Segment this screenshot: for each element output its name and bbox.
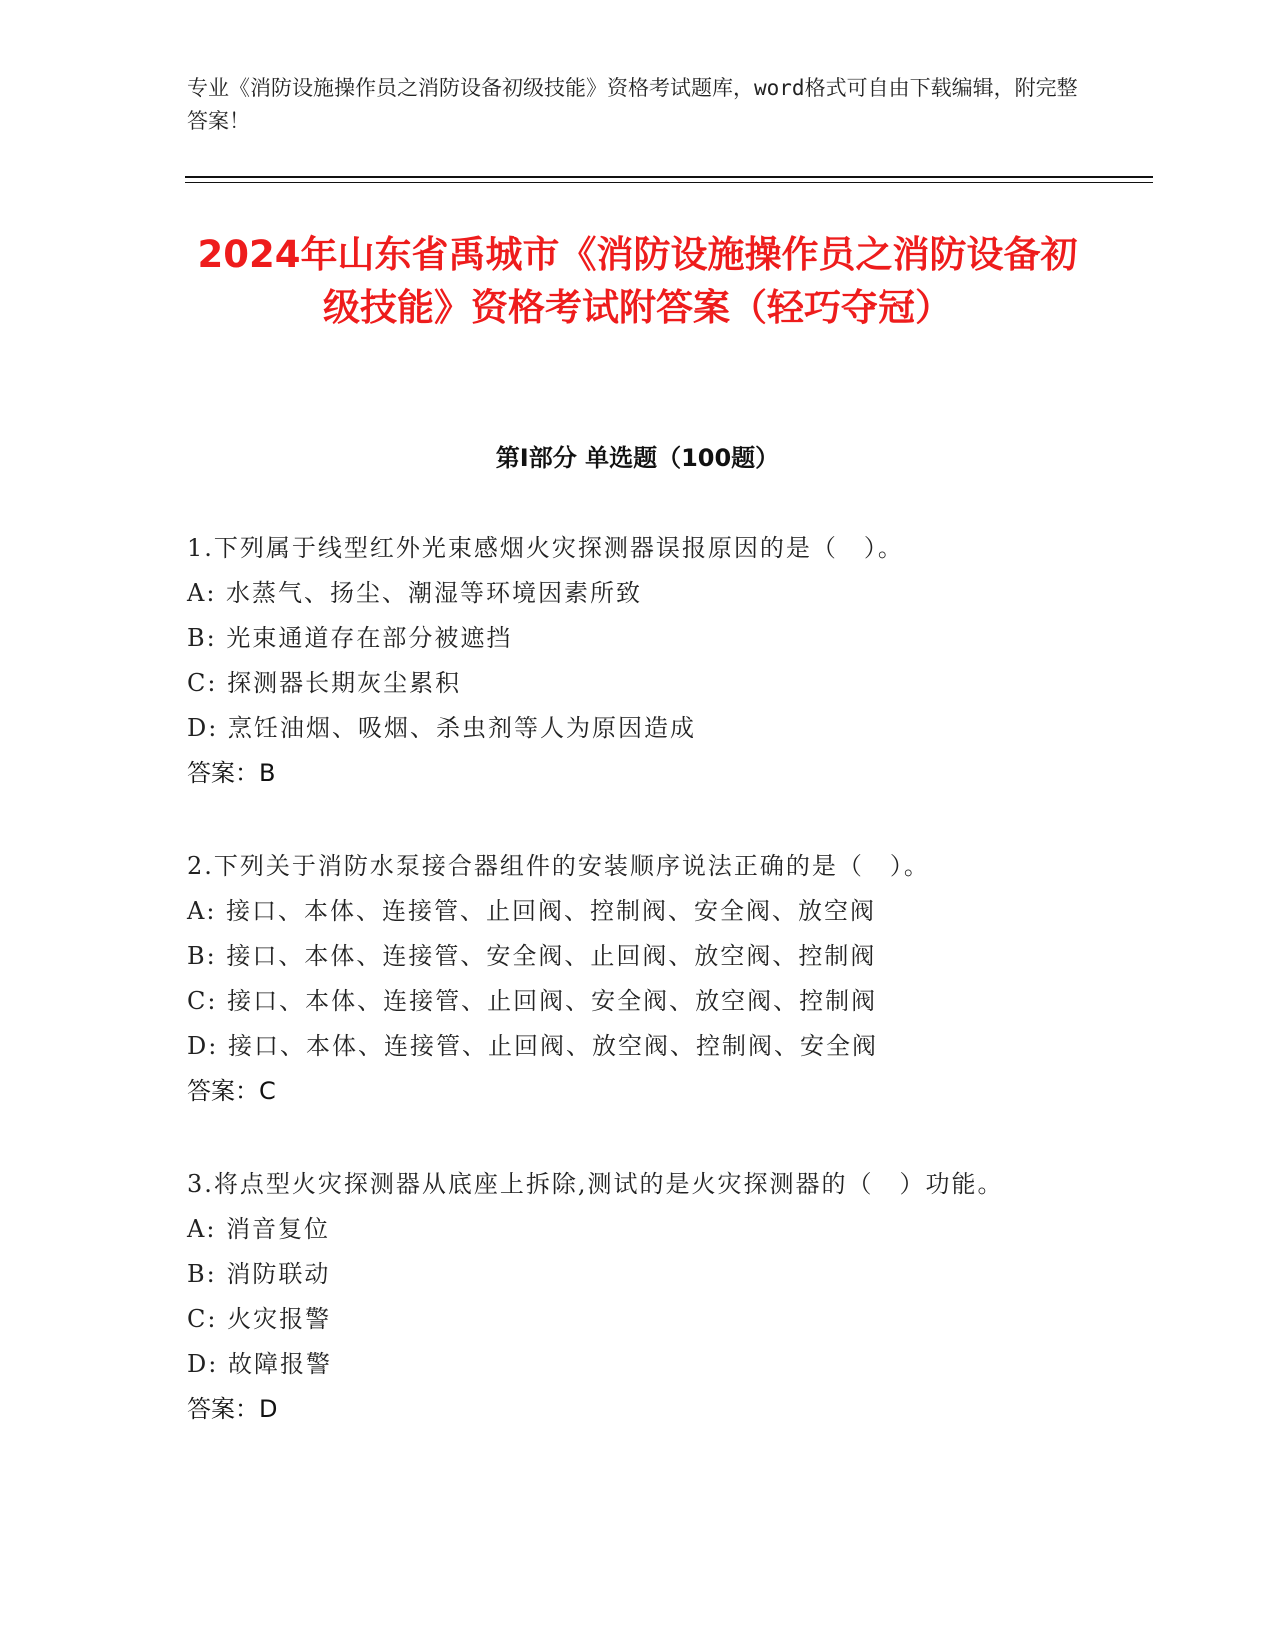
- header-divider-thick: [185, 176, 1153, 178]
- option-d: D: 故障报警: [187, 1350, 332, 1378]
- answer: 答案：C: [187, 1077, 276, 1105]
- question-stem: 2.下列关于消防水泵接合器组件的安装顺序说法正确的是（ ）。: [187, 852, 930, 880]
- answer: 答案：B: [187, 759, 276, 787]
- option-a: A: 消音复位: [187, 1215, 331, 1243]
- document-title: 2024年山东省禹城市《消防设施操作员之消防设备初级技能》资格考试附答案（轻巧夺冠）: [197, 233, 1078, 329]
- header-divider-thin: [185, 182, 1153, 183]
- option-a: A: 接口、本体、连接管、止回阀、控制阀、安全阀、放空阀: [187, 897, 877, 925]
- option-d: D: 接口、本体、连接管、止回阀、放空阀、控制阀、安全阀: [187, 1032, 878, 1060]
- question-stem: 3.将点型火灾探测器从底座上拆除,测试的是火灾探测器的（ ）功能。: [187, 1170, 1004, 1198]
- header-note: 专业《消防设施操作员之消防设备初级技能》资格考试题库，word格式可自由下载编辑，附完整答案！: [187, 76, 1078, 133]
- option-b: B: 光束通道存在部分被遮挡: [187, 624, 513, 652]
- option-b: B: 接口、本体、连接管、安全阀、止回阀、放空阀、控制阀: [187, 942, 877, 970]
- question-stem: 1.下列属于线型红外光束感烟火灾探测器误报原因的是（ ）。: [187, 534, 904, 562]
- option-a: A: 水蒸气、扬尘、潮湿等环境因素所致: [187, 579, 643, 607]
- option-d: D: 烹饪油烟、吸烟、杀虫剂等人为原因造成: [187, 714, 696, 742]
- question-1: [187, 526, 1077, 796]
- option-c: C: 探测器长期灰尘累积: [187, 669, 462, 697]
- section-heading: 第Ⅰ部分 单选题（100题）: [495, 444, 780, 472]
- option-c: C: 火灾报警: [187, 1305, 332, 1333]
- option-b: B: 消防联动: [187, 1260, 331, 1288]
- question-2: [187, 844, 1077, 1114]
- answer: 答案：D: [187, 1395, 278, 1423]
- option-c: C: 接口、本体、连接管、止回阀、安全阀、放空阀、控制阀: [187, 987, 878, 1015]
- question-3: [187, 1162, 1077, 1432]
